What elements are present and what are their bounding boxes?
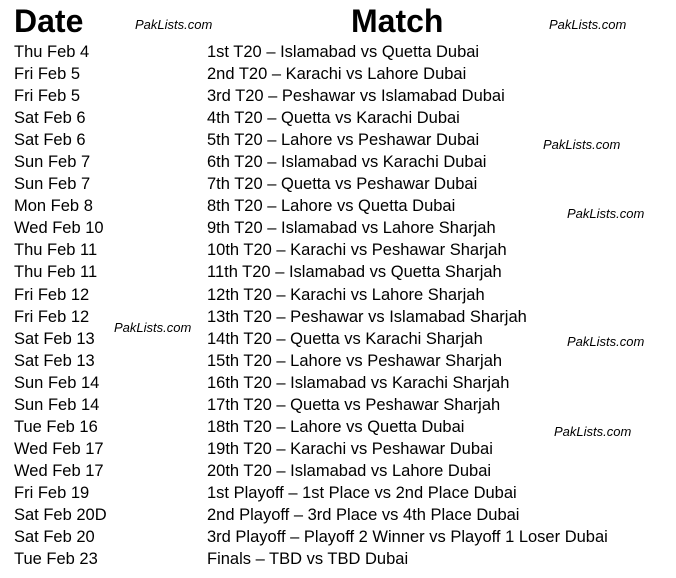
- schedule-row: [0, 438, 676, 460]
- match-description: Finals – TBD vs TBD Dubai: [207, 550, 409, 569]
- match-description: 4th T20 – Quetta vs Karachi Dubai: [207, 109, 460, 128]
- match-description: 20th T20 – Islamabad vs Lahore Dubai: [207, 461, 492, 480]
- match-date: Sun Feb 7: [14, 153, 91, 172]
- watermark: PakLists.com: [554, 424, 632, 439]
- match-description: 5th T20 – Lahore vs Peshawar Dubai: [207, 131, 480, 150]
- match-date: Sun Feb 14: [14, 373, 100, 392]
- schedule-row: [0, 217, 676, 239]
- schedule-row: [0, 261, 676, 283]
- match-description: 14th T20 – Quetta vs Karachi Sharjah: [207, 329, 483, 348]
- match-description: 17th T20 – Quetta vs Peshawar Sharjah: [207, 395, 501, 414]
- match-description: 19th T20 – Karachi vs Peshawar Dubai: [207, 439, 493, 458]
- schedule-row: [0, 195, 676, 217]
- schedule-list: [0, 41, 676, 570]
- schedule-row: [0, 504, 676, 526]
- schedule-row: [0, 173, 676, 195]
- match-date: Thu Feb 4: [14, 43, 90, 61]
- match-column-header: Match: [351, 3, 444, 39]
- schedule-row: [0, 151, 676, 173]
- schedule-row: [0, 41, 676, 63]
- match-date: Wed Feb 17: [14, 461, 104, 480]
- match-date: Sat Feb 13: [14, 351, 95, 370]
- match-description: 1st T20 – Islamabad vs Quetta Dubai: [207, 43, 480, 61]
- match-description: 13th T20 – Peshawar vs Islamabad Sharjah: [207, 307, 527, 326]
- match-date: Fri Feb 12: [14, 307, 90, 326]
- schedule-row: [0, 328, 676, 350]
- match-description: 6th T20 – Islamabad vs Karachi Dubai: [207, 153, 487, 172]
- schedule-row: [0, 306, 676, 328]
- match-description: 10th T20 – Karachi vs Peshawar Sharjah: [207, 241, 507, 260]
- watermark: PakLists.com: [567, 334, 645, 349]
- match-description: 11th T20 – Islamabad vs Quetta Sharjah: [207, 263, 502, 282]
- match-description: 16th T20 – Islamabad vs Karachi Sharjah: [207, 373, 510, 392]
- match-date: Sat Feb 20D: [14, 505, 107, 524]
- match-date: Wed Feb 10: [14, 219, 104, 238]
- match-date: Thu Feb 11: [14, 263, 98, 282]
- match-date: Thu Feb 11: [14, 241, 98, 260]
- match-description: 9th T20 – Islamabad vs Lahore Sharjah: [207, 219, 496, 238]
- match-description: 15th T20 – Lahore vs Peshawar Sharjah: [207, 351, 503, 370]
- watermark: PakLists.com: [567, 206, 645, 221]
- match-date: Wed Feb 17: [14, 439, 104, 458]
- schedule-row: [0, 460, 676, 482]
- watermark: PakLists.com: [549, 17, 627, 32]
- match-date: Fri Feb 5: [14, 87, 81, 106]
- match-date: Fri Feb 5: [14, 65, 81, 84]
- schedule-row: [0, 350, 676, 372]
- match-date: Tue Feb 23: [14, 550, 98, 569]
- match-description: 12th T20 – Karachi vs Lahore Sharjah: [207, 285, 485, 304]
- watermark: PakLists.com: [114, 320, 192, 335]
- match-date: Tue Feb 16: [14, 417, 98, 436]
- match-date: Sat Feb 6: [14, 131, 86, 150]
- schedule-row: [0, 129, 676, 151]
- schedule-row: [0, 416, 676, 438]
- match-description: 2nd T20 – Karachi vs Lahore Dubai: [207, 65, 467, 84]
- match-description: 1st Playoff – 1st Place vs 2nd Place Dubai: [207, 483, 517, 502]
- watermark: PakLists.com: [135, 17, 213, 32]
- match-description: 18th T20 – Lahore vs Quetta Dubai: [207, 417, 465, 436]
- match-date: Fri Feb 19: [14, 483, 90, 502]
- schedule-row: [0, 63, 676, 85]
- schedule-row: [0, 526, 676, 548]
- match-description: 8th T20 – Lahore vs Quetta Dubai: [207, 197, 456, 216]
- schedule-row: [0, 548, 676, 570]
- match-date: Sat Feb 6: [14, 109, 86, 128]
- schedule-row: [0, 284, 676, 306]
- schedule-row: [0, 482, 676, 504]
- match-description: 3rd Playoff – Playoff 2 Winner vs Playoff 1 Loser Dubai: [207, 528, 608, 547]
- schedule-row: [0, 107, 676, 129]
- match-date: Sat Feb 13: [14, 329, 95, 348]
- match-description: 2nd Playoff – 3rd Place vs 4th Place Dubai: [207, 505, 520, 524]
- schedule-row: [0, 372, 676, 394]
- match-description: 7th T20 – Quetta vs Peshawar Dubai: [207, 175, 478, 194]
- date-column-header: Date: [14, 3, 84, 39]
- match-date: Fri Feb 12: [14, 285, 90, 304]
- match-date: Sun Feb 7: [14, 175, 91, 194]
- schedule-row: [0, 239, 676, 261]
- schedule-row: [0, 85, 676, 107]
- match-date: Sat Feb 20: [14, 528, 95, 547]
- match-date: Sun Feb 14: [14, 395, 100, 414]
- match-description: 3rd T20 – Peshawar vs Islamabad Dubai: [207, 87, 505, 106]
- schedule-row: [0, 394, 676, 416]
- match-date: Mon Feb 8: [14, 197, 93, 216]
- watermark: PakLists.com: [543, 137, 621, 152]
